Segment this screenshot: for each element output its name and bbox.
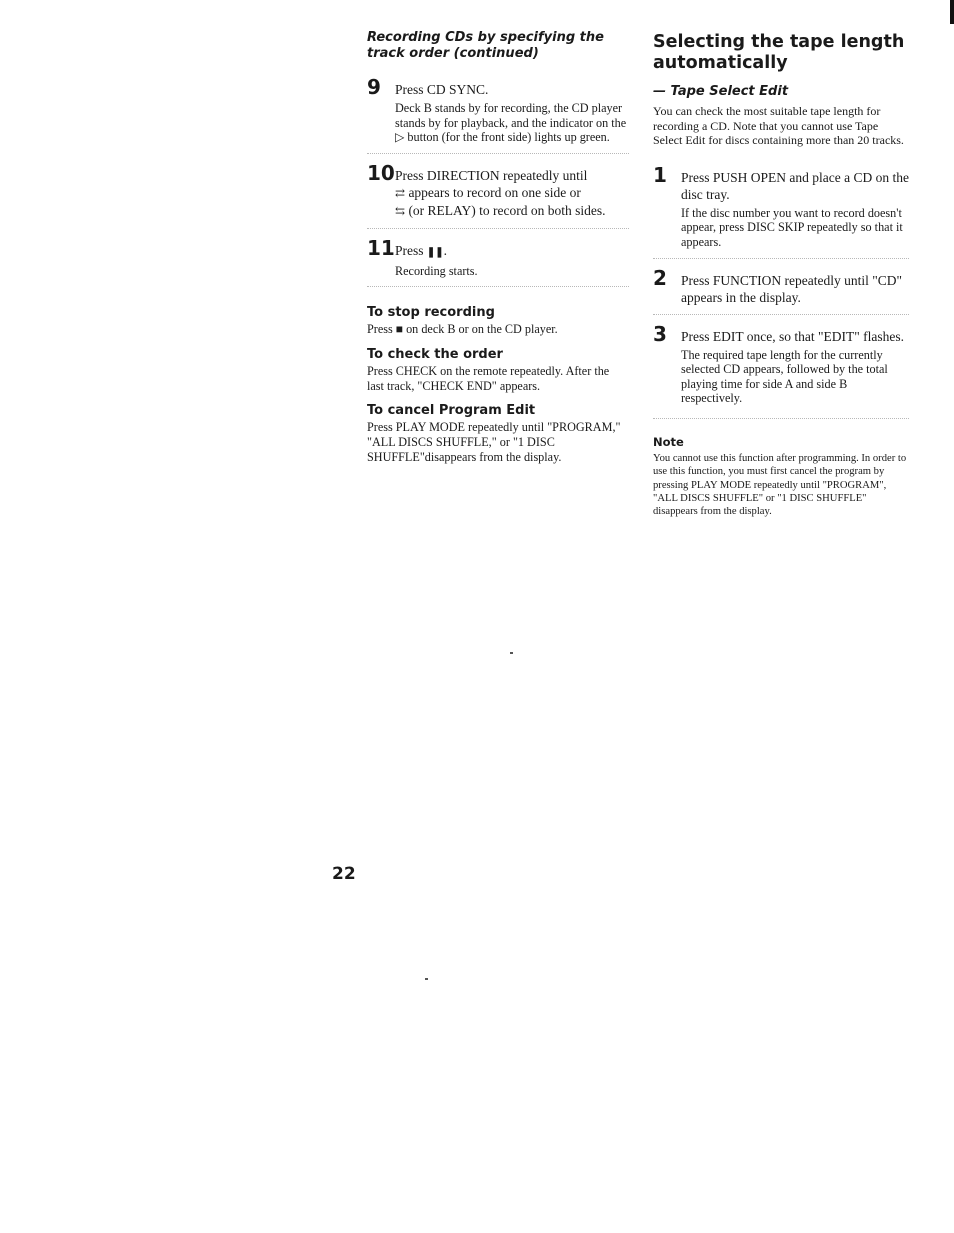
divider bbox=[367, 153, 629, 154]
one-side-direction-icon: ⇄ bbox=[395, 185, 406, 200]
both-sides-direction-icon: ⇆ bbox=[395, 203, 406, 218]
step-number: 9 bbox=[367, 75, 381, 99]
note-block bbox=[653, 435, 909, 518]
step-text-part: . bbox=[443, 242, 448, 258]
left-column bbox=[367, 30, 629, 466]
text-part: on deck B or on the CD player. bbox=[406, 322, 558, 337]
note-text: You cannot use this function after programming. In order to use this function, you must first cancel the program by pressing PLAY MODE repeatedly until "PROGRAM", "ALL DISCS SHUFFLE" or "1 DISC SHUFFLE" disappears from the display. bbox=[653, 452, 907, 518]
divider bbox=[367, 286, 629, 287]
section-heading: Recording CDs by specifying the track order (continued) bbox=[367, 30, 604, 61]
step-text: Press FUNCTION repeatedly until "CD" appears in the display. bbox=[681, 272, 902, 305]
text-part: Press bbox=[367, 322, 393, 337]
step-number: 10 bbox=[367, 160, 395, 185]
cancel-program-heading: To cancel Program Edit bbox=[367, 402, 536, 418]
divider bbox=[653, 418, 909, 419]
check-order-block bbox=[367, 347, 629, 394]
right-column bbox=[653, 32, 909, 518]
step-detail: Recording starts. bbox=[395, 263, 478, 278]
step-text bbox=[395, 167, 606, 220]
stop-recording-block bbox=[367, 305, 629, 337]
pause-icon: ❚❚ bbox=[426, 246, 444, 258]
page-title: Selecting the tape length automatically bbox=[653, 32, 905, 73]
step-10 bbox=[367, 162, 629, 220]
intro-text: You can check the most suitable tape length for recording a CD. Note that you cannot use Tape Select Edit for discs containing more than 20 tracks. bbox=[653, 104, 904, 148]
step-1 bbox=[653, 164, 909, 250]
check-order-text: Press CHECK on the remote repeatedly. After the last track, "CHECK END" appears. bbox=[367, 363, 610, 393]
page-number: 22 bbox=[332, 864, 356, 884]
step-3 bbox=[653, 323, 909, 406]
note-heading: Note bbox=[653, 434, 684, 449]
scan-speck bbox=[510, 652, 513, 654]
step-detail: If the disc number you want to record doesn't appear, press DISC SKIP repeatedly so that it appears. bbox=[681, 205, 903, 249]
step-detail: The required tape length for the currently selected CD appears, followed by the total playing time for side A and side B respectively. bbox=[681, 347, 888, 406]
step-11 bbox=[367, 237, 629, 279]
stop-recording-heading: To stop recording bbox=[367, 305, 495, 321]
step-number: 3 bbox=[653, 321, 667, 346]
divider bbox=[653, 314, 909, 315]
step-text bbox=[395, 242, 447, 261]
step-detail: Deck B stands by for recording, the CD player stands by for playback, and the indicator on the ▷ button (for the front side) lights up green. bbox=[395, 101, 627, 145]
step-text: Press EDIT once, so that "EDIT" flashes. bbox=[681, 328, 904, 344]
step-text-part: Press DIRECTION repeatedly until bbox=[395, 167, 588, 183]
step-9 bbox=[367, 76, 629, 145]
divider bbox=[367, 228, 629, 229]
step-text-part: Press bbox=[395, 242, 424, 258]
step-2 bbox=[653, 267, 909, 306]
step-text-part: appears to record on one side or bbox=[408, 184, 581, 200]
stop-recording-text bbox=[367, 322, 629, 337]
step-text: Press CD SYNC. bbox=[395, 82, 489, 97]
page-edge-mark bbox=[950, 0, 954, 24]
step-number: 2 bbox=[653, 265, 667, 290]
cancel-program-text: Press PLAY MODE repeatedly until "PROGRAM," "ALL DISCS SHUFFLE," or "1 DISC SHUFFLE"disappears from the display. bbox=[367, 419, 621, 465]
cancel-program-block bbox=[367, 403, 629, 466]
check-order-heading: To check the order bbox=[367, 346, 503, 362]
step-text: Press PUSH OPEN and place a CD on the disc tray. bbox=[681, 169, 909, 202]
step-number: 11 bbox=[367, 235, 395, 260]
page-subtitle: — Tape Select Edit bbox=[653, 84, 789, 99]
divider bbox=[653, 258, 909, 259]
step-number: 1 bbox=[653, 162, 667, 187]
stop-icon: ■ bbox=[395, 322, 404, 337]
step-text-part: (or RELAY) to record on both sides. bbox=[408, 202, 606, 218]
scan-speck bbox=[425, 978, 428, 980]
